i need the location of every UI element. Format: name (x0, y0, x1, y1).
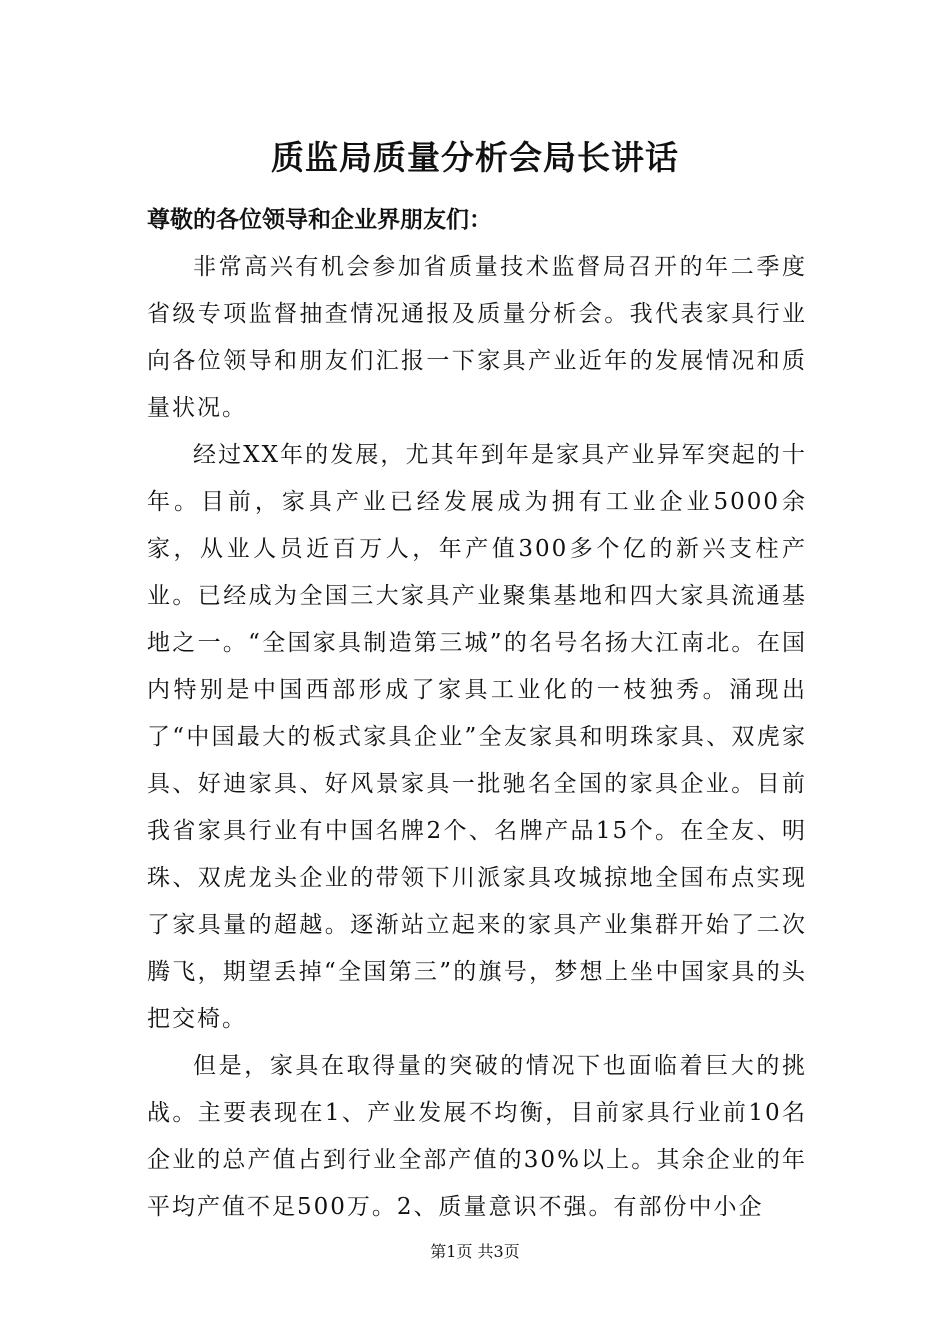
paragraph: 但是，家具在取得量的突破的情况下也面临着巨大的挑战。主要表现在1、产业发展不均衡，目前家具行业前10名企业的总产值占到行业全部产值的30%以上。其余企业的年平均产值不足500万。2、质量意识不强。有部份中小企 (147, 1053, 807, 1220)
document-title: 质监局质量分析会局长讲话 (271, 138, 679, 177)
page-footer: 第1页 共3页 (430, 1242, 520, 1261)
paragraph: 经过XX年的发展，尤其年到年是家具产业异军突起的十年。目前，家具产业已经发展成为拥有工业企业5000余家，从业人员近百万人，年产值300多个亿的新兴支柱产业。已经成为全国三大家具产业聚集基地和四大家具流通基地之一。“全国家具制造第三城”的名号名扬大江南北。在国内特别是中国西部形成了家具工业化的一枝独秀。涌现出了“中国最大的板式家具企业”全友家具和明珠家具、双虎家具、好迪家具、好风景家具一批驰名全国的家具企业。目前我省家具行业有中国名牌2个、名牌产品15个。在全友、明珠、双虎龙头企业的带领下川派家具攻城掠地全国布点实现了家具量的超越。逐渐站立起来的家具产业集群开始了二次腾飞，期望丢掉“全国第三”的旗号，梦想上坐中国家具的头把交椅。 (147, 442, 807, 1032)
document-body (147, 244, 807, 1231)
paragraph: 非常高兴有机会参加省质量技术监督局召开的年二季度省级专项监督抽查情况通报及质量分析会。我代表家具行业向各位领导和朋友们汇报一下家具产业近年的发展情况和质量状况。 (147, 254, 807, 421)
salutation: 尊敬的各位领导和企业界朋友们： (147, 206, 492, 233)
